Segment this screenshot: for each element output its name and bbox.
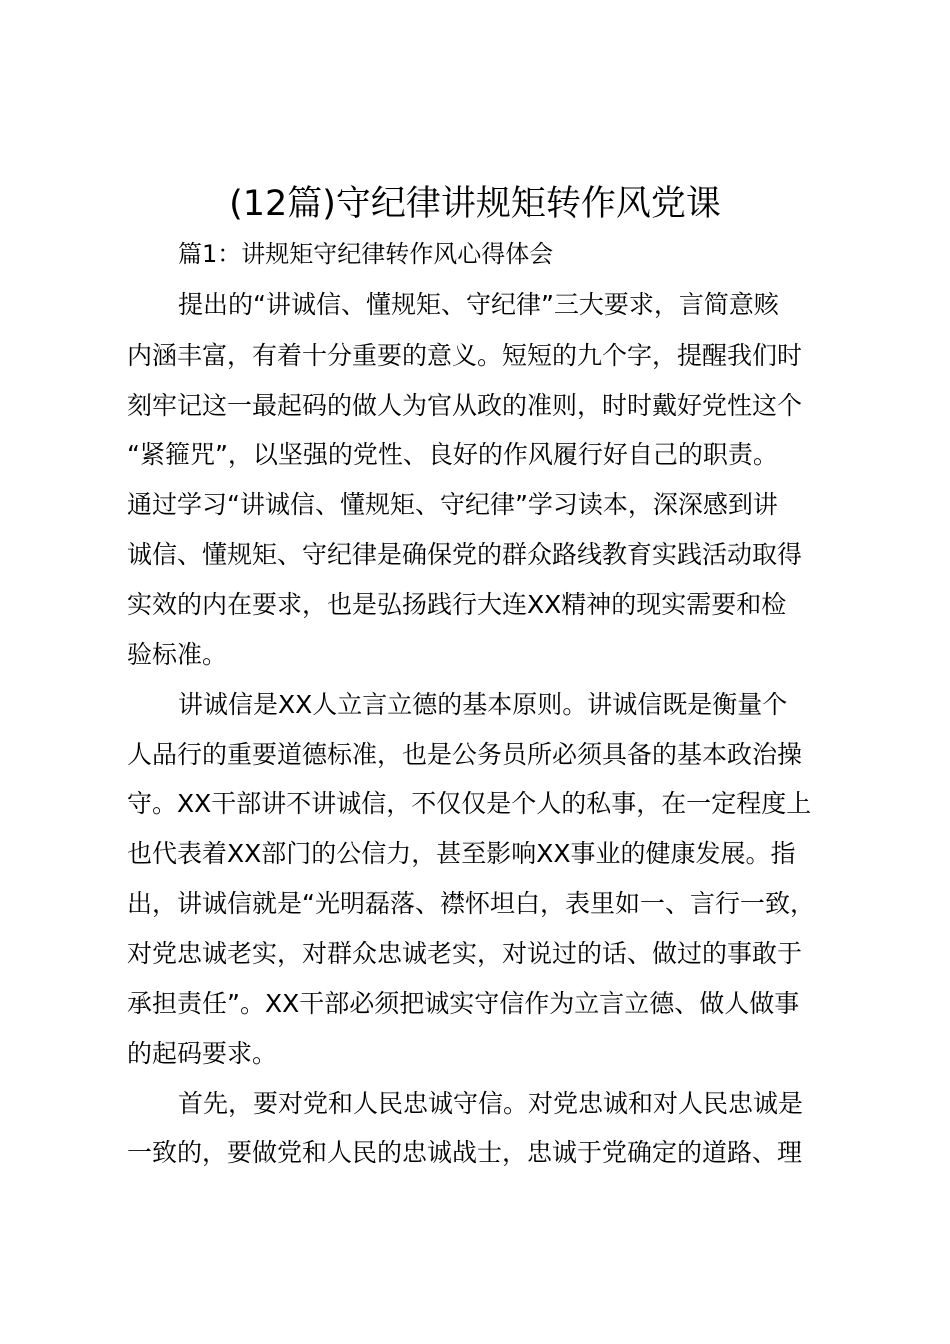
text-line: 实效的内在要求，也是弘扬践行大连XX精神的现实需要和检 [127,590,787,619]
text-line: 的起码要求。 [127,1039,278,1068]
text-line: 出，讲诚信就是“光明磊落、襟怀坦白，表里如一、言行一致， [127,889,815,918]
text-line: 也代表着XX部门的公信力，甚至影响XX事业的健康发展。指 [127,839,796,868]
text-line: 一致的，要做党和人民的忠诚战士，忠诚于党确定的道路、理 [127,1138,803,1167]
text-line: 提出的“讲诚信、懂规矩、守纪律”三大要求，言简意赅 [178,290,779,319]
text-line: “紧箍咒”，以坚强的党性、良好的作风履行好自己的职责。 [127,440,778,469]
text-line: 讲诚信是XX人立言立德的基本原则。讲诚信既是衡量个 [178,690,788,719]
text-line: 守。XX干部讲不讲诚信，不仅仅是个人的私事，在一定程度上 [127,789,812,818]
text-line: 诚信、懂规矩、守纪律是确保党的群众路线教育实践活动取得 [127,540,803,569]
text-line: 刻牢记这一最起码的做人为官从政的准则，时时戴好党性这个 [127,391,803,420]
document-title: (12篇)守纪律讲规矩转作风党课 [229,184,721,224]
document-subtitle: 篇1：讲规矩守纪律转作风心得体会 [178,240,554,268]
text-line: 通过学习“讲诚信、懂规矩、守纪律”学习读本，深深感到讲 [127,490,778,519]
text-line: 验标准。 [127,640,228,669]
text-line: 对党忠诚老实，对群众忠诚老实，对说过的话、做过的事敢于 [127,939,803,968]
text-line: 内涵丰富，有着十分重要的意义。短短的九个字，提醒我们时 [127,341,803,370]
text-line: 人品行的重要道德标准，也是公务员所必须具备的基本政治操 [127,740,803,769]
text-line: 承担责任”。XX干部必须把诚实守信作为立言立德、做人做事 [127,989,800,1018]
text-line: 首先，要对党和人民忠诚守信。对党忠诚和对人民忠诚是 [178,1089,804,1118]
